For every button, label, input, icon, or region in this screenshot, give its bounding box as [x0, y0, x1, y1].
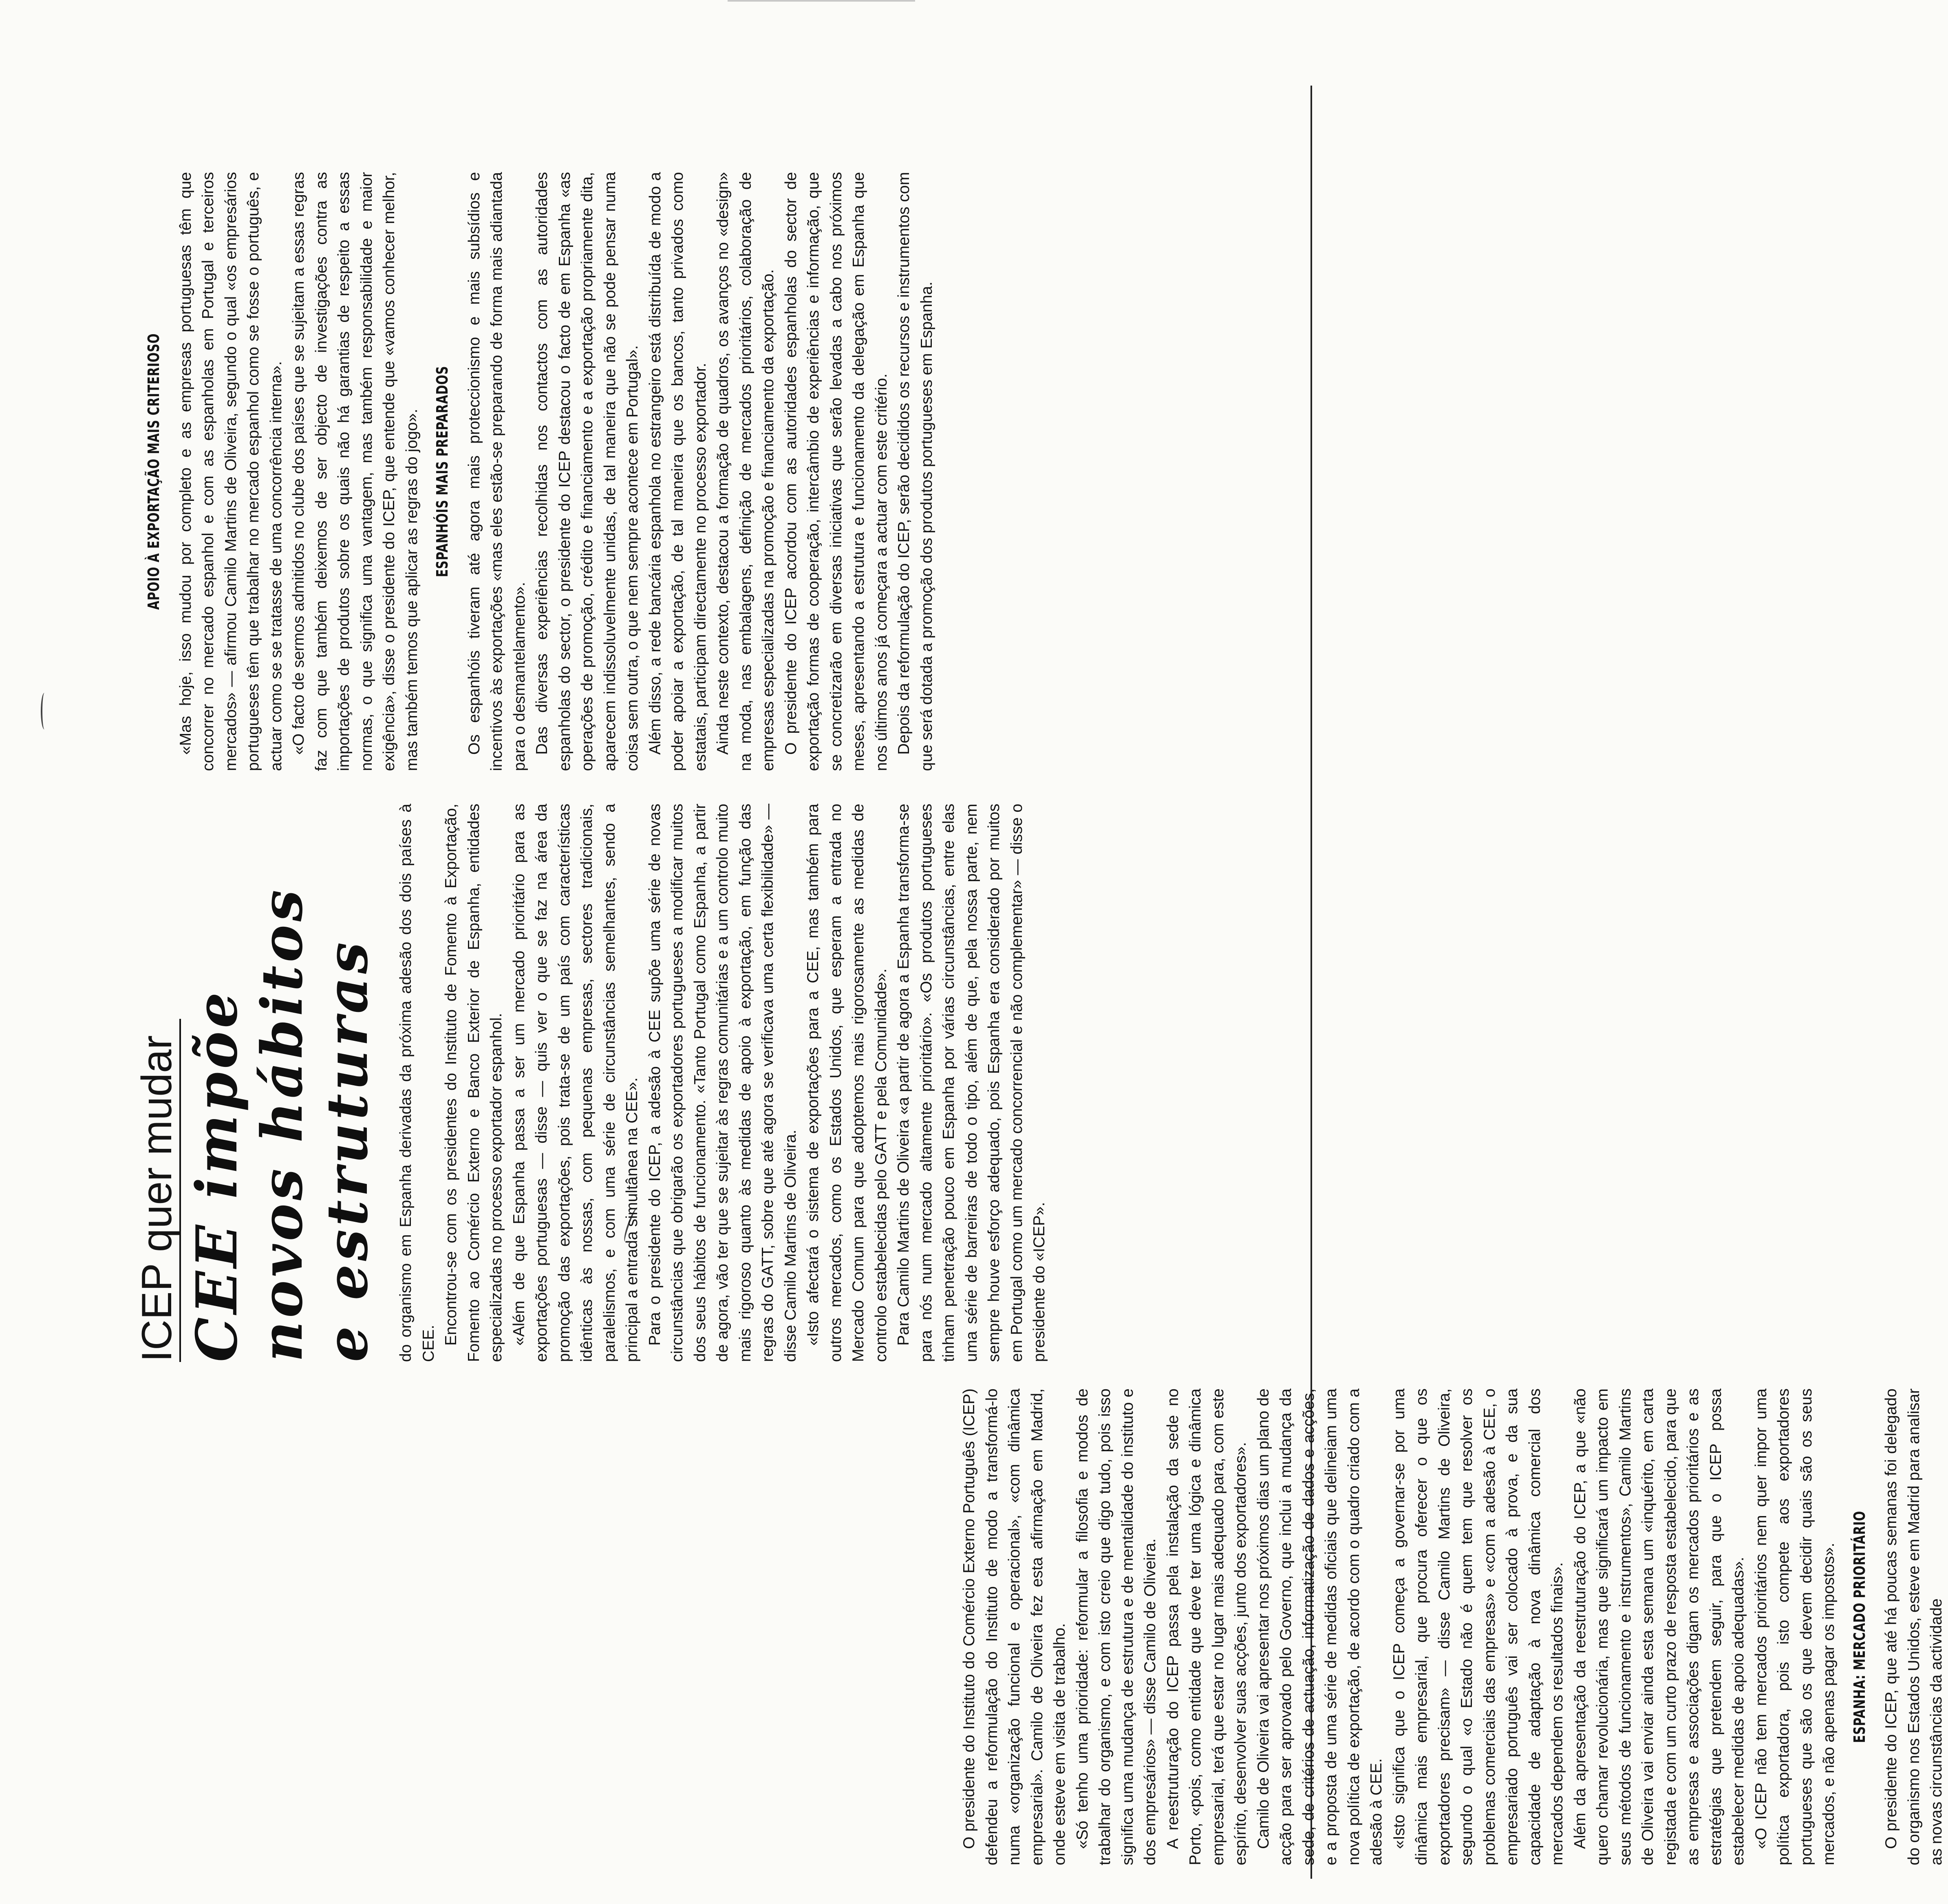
section-subhead: ESPANHA: MERCADO PRIORITÁRIO: [1850, 1511, 1869, 1743]
paragraph: «Além de que Espanha passa a ser um mercado prioritário para as exportações portuguesas — disse — quis ver o que se faz na área da promoção das exportações, pois trata-se de um país com características idênticas às nossas, com pequenas empresas, sectores tradicionais, paralelismos, e com uma série de circunstâncias semelhantes, sendo a principal a entrada simultânea na CEE».: [510, 804, 641, 1362]
paragraph: «O facto de sermos admitidos no clube dos países que se sujeitam a essas regras faz com que também deixemos de ser objecto de investigações contra as importações de produtos sobre os quais não há garantias de respeito a essas normas, o que significa uma vantagem, mas também responsabilidade e maior exigência», disse o presidente do ICEP, que entende que «vamos conhecer melhor, mas também temos que aplicar as regras do jogo».: [290, 172, 421, 771]
headline-line-3: e estruturas: [314, 939, 380, 1362]
right-article-column: [135, 172, 938, 771]
section-subhead: ESPANHÓIS MAIS PREPARADOS: [433, 366, 451, 577]
middle-article-column: [135, 804, 1051, 1362]
paragraph: Os espanhóis tiveram até agora mais proteccionismo e mais subsídios e incentivos às exportações «mas eles estão-se preparando de forma mais adiantada para o desmantelamento».: [465, 172, 528, 771]
paragraph: Para Camilo Martins de Oliveira «a partir de agora a Espanha transforma-se para nós num mercado altamente prioritário». «Os produtos portugueses tinham penetração pouco em Espanha por várias circunstâncias, entre elas uma série de barreiras de todo o tipo, além de que, pela nossa parte, nem sempre houve esforço adequado, pois Espanha era considerado por muitos em Portugal como um mercado concorrencial e não complementar» — disse o presidente do «ICEP».: [895, 804, 1048, 1362]
paragraph: Para o presidente do ICEP, a adesão à CEE supõe uma série de novas circunstâncias que obrigarão os exportadores portugueses a modificar muitos dos seus hábitos de funcionamento. «Tanto Portugal como Espanha, a partir de agora, vão ter que se sujeitar às regras comunitárias e a um controlo muito mais rigoroso quanto às medidas de apoio à exportação, em função das regras do GATT, sobre que até agora se verificava uma certa flexibilidade» — disse Camilo Martins de Oliveira.: [646, 804, 799, 1362]
headline-line-2: novos hábitos: [249, 886, 315, 1362]
paragraph: «Mas hoje, isso mudou por completo e as empresas portuguesas têm que concorrer no mercado espanhol e com as espanholas em Portugal e terceiros mercados» — afirmou Camilo Martins de Oliveira, segundo o qual «os empresários portugueses têm que trabalhar no mercado espanhol como se fosse o português, e actuar como se se tratasse de uma concorrência interna».: [176, 172, 285, 771]
paragraph: O presidente do ICEP acordou com as autoridades espanholas do sector de exportação formas de cooperação, intercâmbio de experiências e informação, que se concretizarão em diversas iniciativas que serão levadas a cabo nos próximos meses, apresentando a estrutura e funcionamento da delegação em Espanha que nos últimos anos já começara a actuar com este critério.: [782, 172, 890, 771]
paragraph: «O ICEP não tem mercados prioritários nem quer impor uma política exportadora, pois isto compete aos exportadores portugueses que são os que devem decidir quais são os seus mercados, e não apenas pagar os impostos».: [1752, 1388, 1838, 1865]
paragraph: Das diversas experiências recolhidas nos contactos com as autoridades espanholas do sector, o presidente do ICEP destacou o facto de em Espanha «as operações de promoção, crédito e financiamento e a exportação propriamente dita, aparecem indissoluvelmente unidas, de tal maneira que não se pode pensar numa coisa sem outra, o que nem sempre acontece em Portugal».: [533, 172, 641, 771]
paragraph: do organismo em Espanha derivadas da próxima adesão dos dois países à CEE.: [397, 804, 437, 1362]
paragraph: Encontrou-se com os presidentes do Instituto de Fomento à Exportação, Fomento ao Comércio Externo e Banco Exterior de Espanha, entidades especializadas no processo exportador espanhol.: [442, 804, 505, 1362]
left-article-column: [958, 1388, 1948, 1865]
paragraph: «Só tenho uma prioridade: reformular a filosofia e modos de trabalhar do organismo, e com isto creio que digo tudo, pois isso significa uma mudança de estrutura e de mentalidade do instituto e dos empresários» — disse Camilo de Oliveira.: [1073, 1388, 1159, 1865]
paragraph: O presidente do ICEP, que até há poucas semanas foi delegado do organismo nos Estados Unidos, esteve em Madrid para analisar as novas circunstâncias da actividade: [1882, 1388, 1945, 1865]
section-subhead: APOIO À EXPORTAÇÃO MAIS CRITERIOSO: [145, 333, 163, 610]
paragraph: Camilo de Oliveira vai apresentar nos próximos dias um plano de acção para ser aprovado pelo Governo, que inclui a mudança da sede, de critérios de actuação, informatização de dados e acções, e a proposta de uma série de medidas oficiais que delineiam uma nova política de exportação, de acordo com o quadro criado com a adesão à CEE.: [1254, 1388, 1385, 1865]
paragraph: Além disso, a rede bancária espanhola no estrangeiro está distribuída de modo a poder apoiar a exportação, de tal maneira que os bancos, tanto privados como estatais, participam directamente no processo exportador.: [646, 172, 709, 771]
paragraph: Depois da reformulação do ICEP, serão decididos os recursos e instrumentos com que será dotada a promoção dos produtos portugueses em Espanha.: [895, 172, 935, 771]
paragraph: «Isto significa que o ICEP começa a governar-se por uma dinâmica mais empresarial, que procura oferecer o que os exportadores precisam» — disse Camilo Martins de Oliveira, segundo o qual «o Estado não é quem tem que resolver os problemas comerciais das empresas» e «com a adesão à CEE, o empresariado português vai ser colocado à prova, e da sua capacidade de adaptação à nova dinâmica comercial dos mercados dependem os resultados finais».: [1390, 1388, 1566, 1865]
paragraph: Além da apresentação da reestruturação do ICEP, a que «não quero chamar revolucionária, mas que significará um impacto em seus métodos de funcionamento e instrumentos», Camilo Martins de Oliveira vai enviar ainda esta semana um «inquérito, em carta registada e com um curto prazo de resposta estabelecido, para que as empresas e associações digam os mercados prioritários e as estratégias que pretendem seguir, para que o ICEP possa estabelecer medidas de apoio adequadas».: [1571, 1388, 1747, 1865]
paragraph: «Isto afectará o sistema de exportações para a CEE, mas também para outros mercados, como os Estados Unidos, que esperam a entrada no Mercado Comum para que adoptemos mais rigorosamente as medidas de controlo estabelecidas pelo GATT e pela Comunidade».: [804, 804, 890, 1362]
headline-kicker: ICEP quer mudar: [135, 1019, 181, 1362]
paragraph: Ainda neste contexto, destacou a formação de quadros, os avanços no «design» na moda, nas embalagens, definição de mercados prioritários, colaboração de empresas especializadas na promoção e financiamento da exportação.: [714, 172, 777, 771]
headline-line-1: CEE impõe: [183, 989, 250, 1362]
paragraph: A reestruturação do ICEP passa pela instalação da sede no Porto, «pois, como entidade que deve ter uma lógica e dinâmica empresarial, terá que estar no lugar mais adequado para, com este espírito, desenvolver suas acções, junto dos exportadores».: [1164, 1388, 1249, 1865]
paragraph: O presidente do Instituto do Comércio Externo Português (ICEP) defendeu a reformulação do Instituto de modo a transformá-lo numa «organização funcional e operacional», «com dinâmica empresarial». Camilo de Oliveira fez esta afirmação em Madrid, onde esteve em visita de trabalho.: [960, 1388, 1068, 1865]
